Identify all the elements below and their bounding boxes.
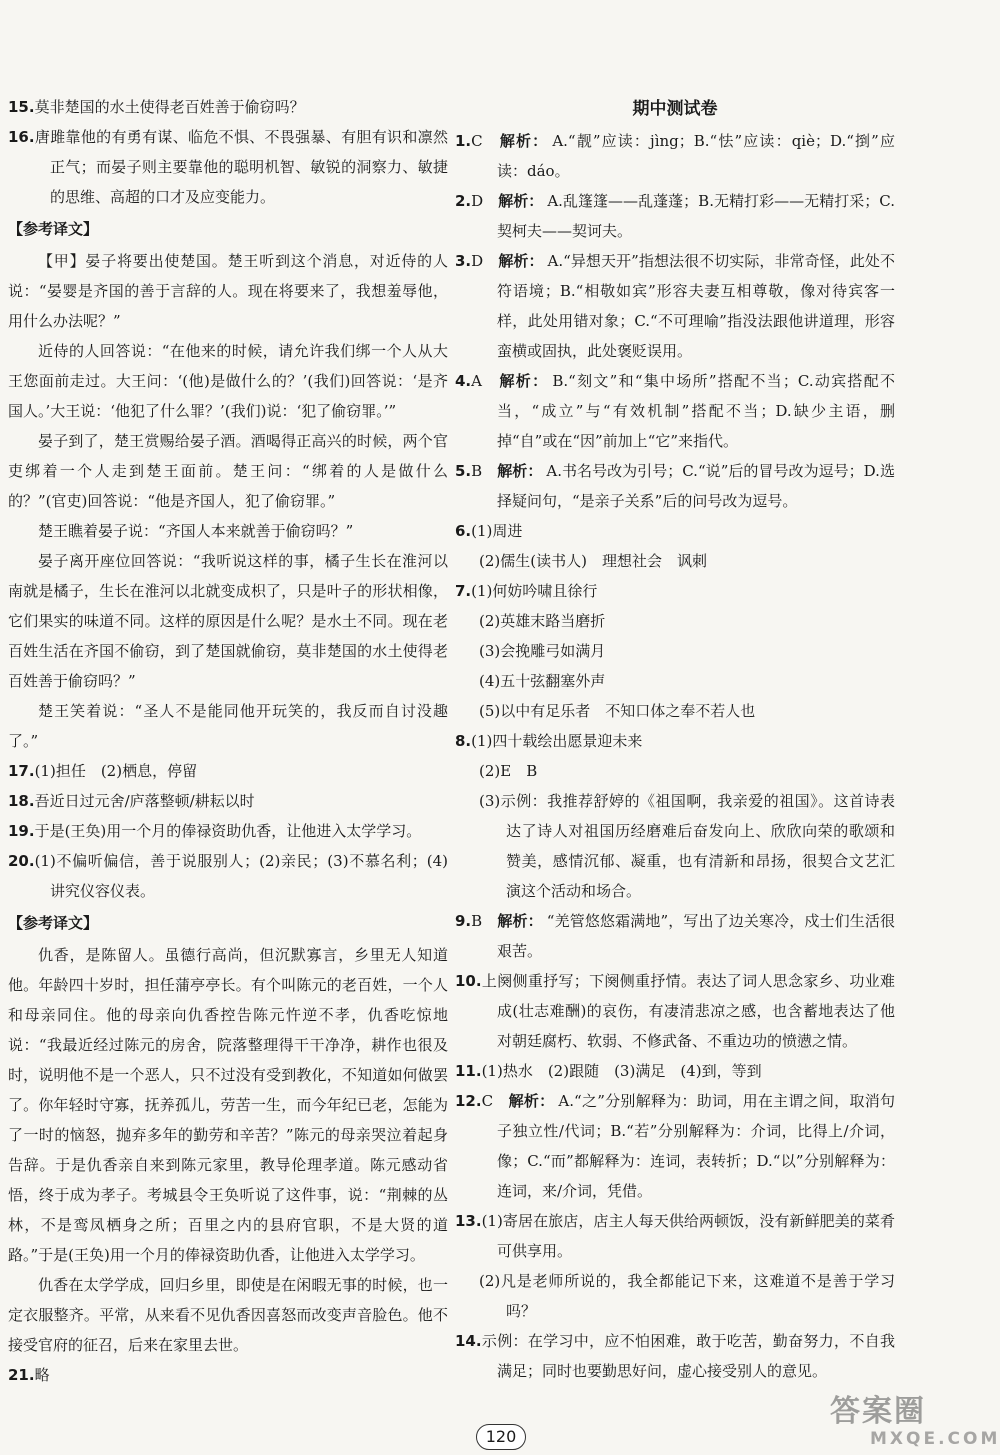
answer-12: 12.C 解析： A.“之”分别解释为：助词，用在主谓之间，取消句子独立性/代词；B.“若”分别解释为：介词，比得上/介词，像；C.“而”都解释为：连词，表转折；D.“以”分别解释为：连词，来/介词，凭借。 xyxy=(455,1092,895,1200)
translation-paragraph: 楚王笑着说：“圣人不是能同他开玩笑的，我反而自讨没趣了。” xyxy=(8,702,448,750)
answer-6-part: (2)儒生(读书人) 理想社会 讽刺 xyxy=(479,552,707,570)
answer-7-part: (2)英雄末路当磨折 xyxy=(479,612,606,630)
watermark-text: 答案圈 xyxy=(830,1394,926,1429)
right-column xyxy=(455,92,895,1386)
answer-7-part: (5)以中有足乐者 不知口体之奉不若人也 xyxy=(479,702,756,720)
answer-2: 2.D 解析： A.乱篷篷——乱蓬蓬；B.无精打彩——无精打采；C.契柯夫——契诃夫。 xyxy=(455,192,895,240)
answer-13: 13.(1)寄居在旅店，店主人每天供给两顿饭，没有新鲜肥美的菜肴可供享用。 xyxy=(455,1212,895,1260)
answer-7-part: (4)五十弦翻塞外声 xyxy=(479,672,606,690)
answer-15: 15.莫非楚国的水土使得老百姓善于偷窃吗？ xyxy=(8,98,305,116)
answer-1: 1.C 解析： A.“靓”应读：jìng；B.“怯”应读：qiè；D.“捯”应读：dáo。 xyxy=(455,132,895,180)
answer-13-part: (2)凡是老师所说的，我全都能记下来，这难道不是善于学习吗？ xyxy=(479,1272,895,1320)
answer-17: 17.(1)担任 (2)栖息，停留 xyxy=(8,762,198,780)
page-number: 120 xyxy=(476,1424,526,1450)
answer-8-part: (2)E B xyxy=(479,762,538,780)
answer-8-part: (3)示例：我推荐舒婷的《祖国啊，我亲爱的祖国》。这首诗表达了诗人对祖国历经磨难后奋发向上、欣欣向荣的歌颂和赞美，感情沉郁、凝重，也有清新和昂扬，很契合文艺汇演这个活动和场合。 xyxy=(479,792,895,900)
answer-7: 7.(1)何妨吟啸且徐行 xyxy=(455,582,598,600)
answer-19: 19.于是(王奂)用一个月的俸禄资助仇香，让他进入太学学习。 xyxy=(8,822,422,840)
answer-8: 8.(1)四十载绘出愿景迎未来 xyxy=(455,732,643,750)
answer-16: 16.唐雎靠他的有勇有谋、临危不惧、不畏强暴、有胆有识和凛然正气；而晏子则主要靠他的聪明机智、敏锐的洞察力、敏捷的思维、高超的口才及应变能力。 xyxy=(8,128,448,206)
translation-paragraph: 近侍的人回答说：“在他来的时候，请允许我们绑一个人从大王您面前走过。大王问：‘(他)是做什么的？’(我们)回答说：‘是齐国人。’大王说：‘他犯了什么罪？’(我们)说：‘犯了偷窃罪。’” xyxy=(8,342,448,420)
answer-14: 14.示例：在学习中，应不怕困难，敢于吃苦，勤奋努力，不自我满足；同时也要勤思好问，虚心接受别人的意见。 xyxy=(455,1332,895,1380)
answer-11: 11.(1)热水 (2)跟随 (3)满足 (4)到，等到 xyxy=(455,1062,762,1080)
watermark-url: MXQE.COM xyxy=(870,1429,1000,1449)
answer-7-part: (3)会挽雕弓如满月 xyxy=(479,642,606,660)
answer-10: 10.上阕侧重抒写；下阕侧重抒情。表达了词人思念家乡、功业难成(壮志难酬)的哀伤，有凄清悲凉之感，也含蓄地表达了他对朝廷腐朽、软弱、不修武备、不重边功的愤懑之情。 xyxy=(455,972,895,1050)
reference-translation-header: 【参考译文】 xyxy=(8,220,99,238)
translation-paragraph: 楚王瞧着晏子说：“齐国人本来就善于偷窃吗？” xyxy=(38,522,354,540)
translation-paragraph: 晏子到了，楚王赏赐给晏子酒。酒喝得正高兴的时候，两个官吏绑着一个人走到楚王面前。楚王问：“绑着的人是做什么的？”(官吏)回答说：“他是齐国人，犯了偷窃罪。” xyxy=(8,432,448,510)
answer-20: 20.(1)不偏听偏信，善于说服别人；(2)亲民；(3)不慕名利；(4)讲究仪容仪表。 xyxy=(8,852,448,900)
answer-9: 9.B 解析： “羌管悠悠霜满地”，写出了边关寒冷，戍士们生活很艰苦。 xyxy=(455,912,895,960)
answer-21: 21.略 xyxy=(8,1366,50,1384)
translation-paragraph: 【甲】晏子将要出使楚国。楚王听到这个消息，对近侍的人说：“晏婴是齐国的善于言辞的人。现在将要来了，我想羞辱他，用什么办法呢？” xyxy=(8,252,448,330)
answer-3: 3.D 解析： A.“异想天开”指想法很不切实际，非常奇怪，此处不符语境；B.“相敬如宾”形容夫妻互相尊敬，像对待宾客一样，此处用错对象；C.“不可理喻”指没法跟他讲道理，形容蛮横或固执，此处褒贬误用。 xyxy=(455,252,895,360)
translation-paragraph: 晏子离开座位回答说：“我听说这样的事，橘子生长在淮河以南就是橘子，生长在淮河以北就变成枳了，只是叶子的形状相像，它们果实的味道不同。这样的原因是什么呢？是水土不同。现在老百姓生活在齐国不偷窃，到了楚国就偷窃，莫非楚国的水土使得老百姓善于偷窃吗？” xyxy=(8,552,448,690)
section-title: 期中测试卷 xyxy=(632,99,718,119)
answer-18: 18.吾近日过元舍/庐落整顿/耕耘以时 xyxy=(8,792,255,810)
translation-paragraph: 仇香在太学学成，回归乡里，即使是在闲暇无事的时候，也一定衣服整齐。平常，从来看不见仇香因喜怒而改变声音脸色。他不接受官府的征召，后来在家里去世。 xyxy=(8,1276,448,1354)
left-column xyxy=(8,92,448,1390)
watermark-logo xyxy=(830,1394,1000,1453)
answer-6: 6.(1)周进 xyxy=(455,522,523,540)
answer-5: 5.B 解析： A.书名号改为引号；C.“说”后的冒号改为逗号；D.选择疑问句，“是亲子关系”后的问号改为逗号。 xyxy=(455,462,895,510)
translation-paragraph: 仇香，是陈留人。虽德行高尚，但沉默寡言，乡里无人知道他。年龄四十岁时，担任蒲亭亭长。有个叫陈元的老百姓，一个人和母亲同住。他的母亲向仇香控告陈元忤逆不孝，仇香吃惊地说：“我最近经过陈元的房舍，院落整理得干干净净，耕作也很及时，说明他不是一个恶人，只不过没有受到教化，不知道如何做罢了。你年轻时守寡，抚养孤儿，劳苦一生，而今年纪已老，怎能为了一时的恼怒，抛弃多年的勤劳和辛苦？”陈元的母亲哭泣着起身告辞。于是仇香亲自来到陈元家里，教导伦理孝道。陈元感动省悟，终于成为孝子。考城县令王奂听说了这件事，说：“荆棘的丛林，不是鸾凤栖身之所；百里之内的县府官职，不是大贤的道路。”于是(王奂)用一个月的俸禄资助仇香，让他进入太学学习。 xyxy=(8,946,448,1264)
reference-translation-header: 【参考译文】 xyxy=(8,914,99,932)
answer-4: 4.A 解析： B.“刻文”和“集中场所”搭配不当；C.动宾搭配不当，“成立”与“有效机制”搭配不当；D.缺少主语，删掉“自”或在“因”前加上“它”来指代。 xyxy=(455,372,895,450)
